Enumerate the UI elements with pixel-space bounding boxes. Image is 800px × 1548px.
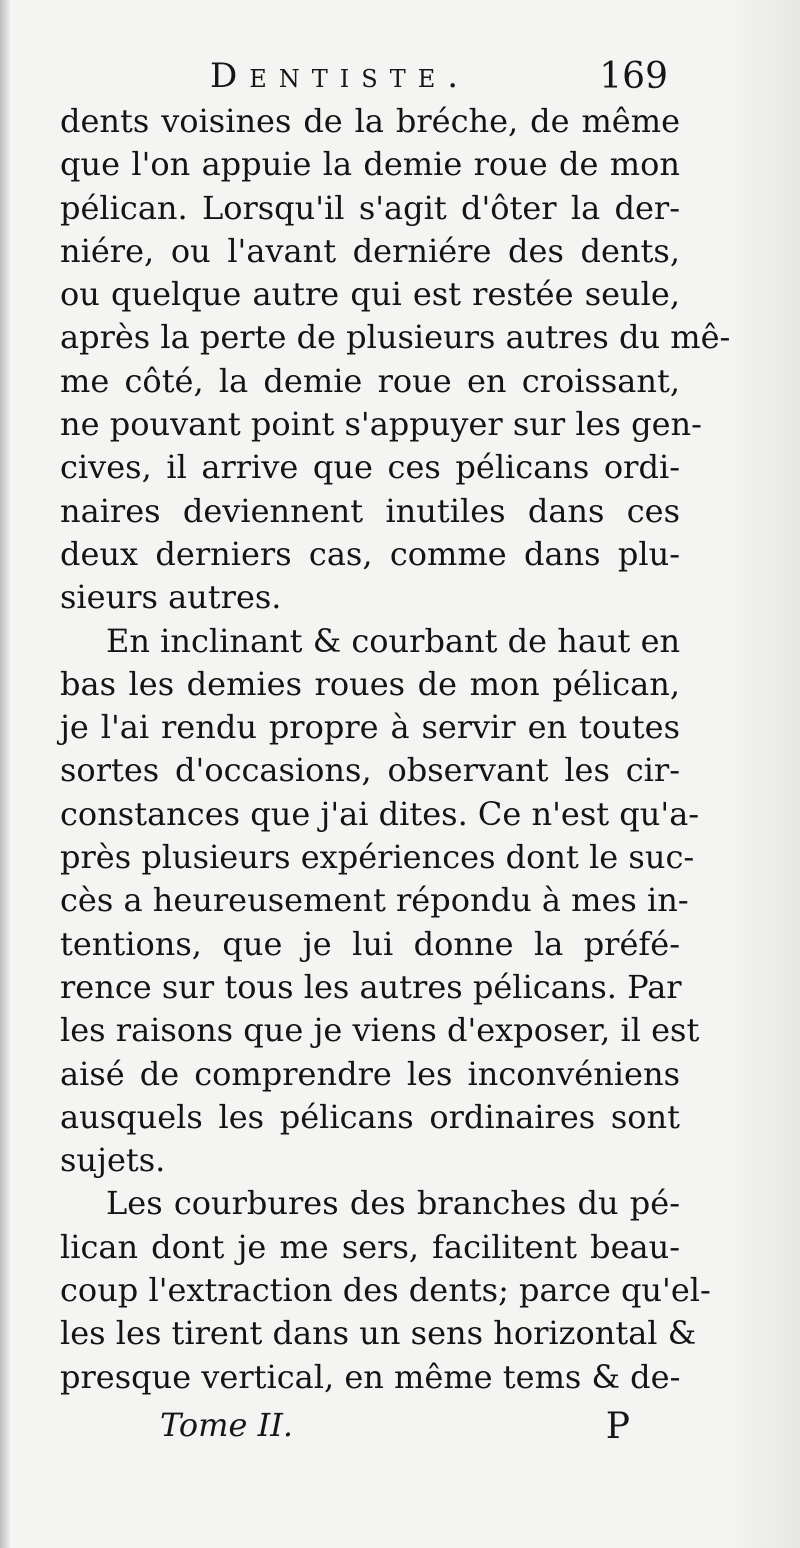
text-line: cès a heureusement répondu à mes in-: [60, 881, 689, 920]
text-line: me côté, la demie roue en croissant,: [60, 361, 680, 400]
text-line: sieurs autres.: [60, 578, 282, 617]
text-line: constances que j'ai dites. Ce n'est qu'a-: [60, 794, 700, 833]
page-gutter-shadow: [0, 0, 10, 1548]
text-line: tentions, que je lui donne la préfé-: [60, 924, 680, 963]
text-line: je l'ai rendu propre à servir en toutes: [60, 708, 680, 747]
signature-mark: P: [605, 1406, 630, 1447]
text-line: sortes d'occasions, observant les cir-: [60, 751, 680, 790]
text-line: cives, il arrive que ces pélicans ordi-: [60, 448, 680, 487]
text-line: deux derniers cas, comme dans plu-: [60, 534, 680, 573]
text-line: coup l'extraction des dents; parce qu'el-: [60, 1271, 711, 1310]
signature-line: [100, 1406, 640, 1454]
text-line: bas les demies roues de mon pélican,: [60, 664, 680, 703]
running-head: [60, 56, 680, 106]
text-line: les raisons que je viens d'exposer, il est: [60, 1011, 700, 1050]
text-line: que l'on appuie la demie roue de mon: [60, 145, 680, 184]
text-line: En inclinant & courbant de haut en: [106, 621, 681, 660]
text-line: pélican. Lorsqu'il s'agit d'ôter la der-: [60, 188, 680, 227]
text-line: après la perte de plusieurs autres du mê-: [60, 318, 731, 357]
body-text: [60, 100, 731, 1399]
volume-mark: Tome II.: [160, 1406, 294, 1444]
text-line: ou quelque autre qui est restée seule,: [60, 275, 680, 314]
text-line: Les courbures des branches du pé-: [106, 1184, 680, 1223]
text-line: lican dont je me sers, facilitent beau-: [60, 1227, 680, 1266]
text-line: rence sur tous les autres pélicans. Par: [60, 967, 682, 1006]
text-line: niére, ou l'avant derniére des dents,: [60, 231, 680, 270]
text-line: ausquels les pélicans ordinaires sont: [60, 1097, 680, 1136]
text-line: sujets.: [60, 1141, 166, 1180]
text-line: les les tirent dans un sens horizontal &: [60, 1314, 697, 1353]
text-line: ne pouvant point s'appuyer sur les gen-: [60, 405, 702, 444]
text-line: presque vertical, en même tems & de-: [60, 1357, 681, 1396]
text-line: aisé de comprendre les inconvéniens: [60, 1054, 680, 1093]
page-number: 169: [599, 56, 668, 97]
text-line: près plusieurs expériences dont le suc-: [60, 838, 695, 877]
text-line: naires deviennent inutiles dans ces: [60, 491, 680, 530]
text-line: dents voisines de la bréche, de même: [60, 102, 680, 140]
page-edge-shadow: [730, 0, 800, 1548]
running-head-title: Dentiste.: [210, 56, 471, 96]
